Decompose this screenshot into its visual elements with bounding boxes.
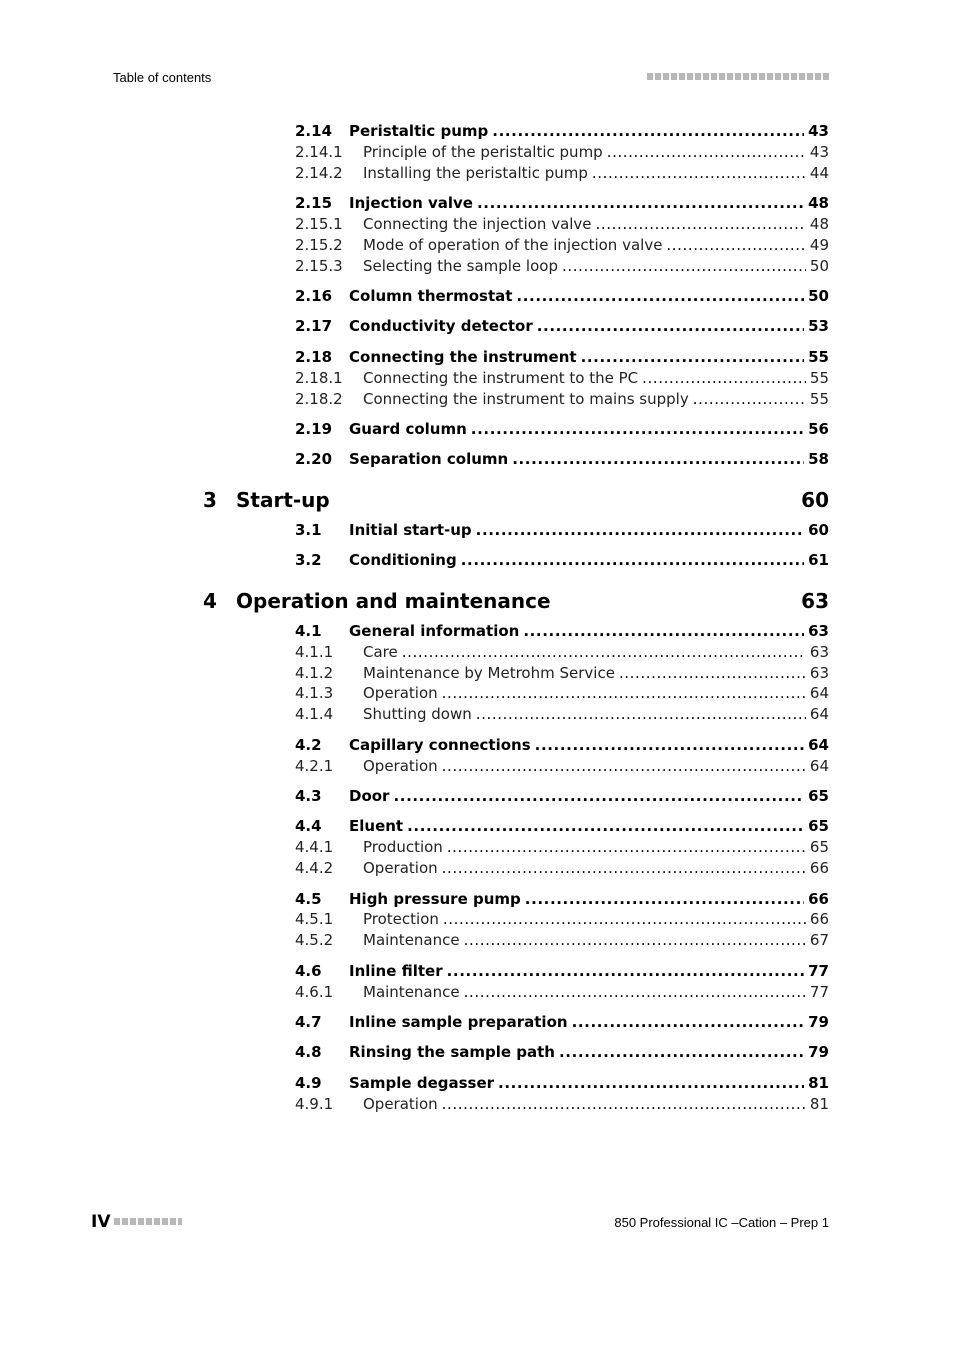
- entry-number: 2.16: [295, 287, 333, 305]
- document-title: 850 Professional IC –Cation – Prep 1: [614, 1215, 829, 1230]
- dot-leader: [407, 816, 804, 837]
- dot-leader: [471, 419, 804, 440]
- page-number: IV: [91, 1212, 111, 1232]
- entry-number: 2.15.2: [295, 236, 343, 254]
- toc-subsection[interactable]: [295, 214, 829, 235]
- dot-leader: [562, 256, 806, 277]
- entry-title: Care: [363, 643, 398, 661]
- dot-leader: [559, 1042, 804, 1063]
- entry-title: Mode of operation of the injection valve: [363, 236, 663, 254]
- entry-title: Door: [349, 787, 390, 805]
- entry-number: 4.8: [295, 1043, 322, 1061]
- entry-page: 66: [809, 859, 829, 877]
- entry-page: 65: [809, 838, 829, 856]
- dot-leader: [592, 163, 806, 184]
- entry-title: Connecting the injection valve: [363, 215, 592, 233]
- toc-subsection[interactable]: [295, 663, 829, 684]
- entry-number: 2.18.2: [295, 390, 343, 408]
- entry-number: 4.1.4: [295, 705, 334, 723]
- toc-chapter[interactable]: [203, 588, 829, 614]
- entry-title: Conductivity detector: [349, 317, 533, 335]
- entry-page: 61: [808, 551, 829, 569]
- chapter-number: 3: [203, 488, 217, 512]
- dot-leader: [464, 930, 806, 951]
- footer-decorative-bar: [114, 1218, 182, 1225]
- toc-section[interactable]: [295, 550, 829, 571]
- toc-section[interactable]: [295, 889, 829, 910]
- dot-leader: [666, 235, 805, 256]
- entry-title: Maintenance: [363, 983, 460, 1001]
- dot-leader: [535, 735, 804, 756]
- toc-section[interactable]: [295, 621, 829, 642]
- entry-title: Shutting down: [363, 705, 472, 723]
- toc-section[interactable]: [295, 961, 829, 982]
- entry-page: 43: [809, 143, 829, 161]
- entry-title: High pressure pump: [349, 890, 521, 908]
- toc-section[interactable]: [295, 1073, 829, 1094]
- entry-number: 2.14.1: [295, 143, 343, 161]
- entry-number: 4.4.2: [295, 859, 334, 877]
- dot-leader: [442, 683, 806, 704]
- entry-page: 64: [809, 705, 829, 723]
- entry-page: 50: [809, 257, 829, 275]
- dot-leader: [402, 642, 806, 663]
- entry-page: 55: [809, 390, 829, 408]
- entry-number: 4.5: [295, 890, 322, 908]
- dot-leader: [693, 389, 806, 410]
- entry-number: 4.1.2: [295, 664, 334, 682]
- entry-page: 60: [808, 521, 829, 539]
- toc-chapter[interactable]: [203, 487, 829, 513]
- toc-subsection[interactable]: [295, 683, 829, 704]
- entry-title: Inline sample preparation: [349, 1013, 568, 1031]
- entry-number: 4.1.3: [295, 684, 334, 702]
- header-decorative-bar: [647, 73, 829, 80]
- entry-page: 79: [808, 1013, 829, 1031]
- entry-page: 66: [809, 910, 829, 928]
- entry-number: 2.15.3: [295, 257, 343, 275]
- entry-number: 2.19: [295, 420, 333, 438]
- entry-page: 50: [808, 287, 829, 305]
- dot-leader: [442, 858, 806, 879]
- entry-page: 56: [808, 420, 829, 438]
- entry-title: Connecting the instrument: [349, 348, 577, 366]
- entry-title: Protection: [363, 910, 439, 928]
- dot-leader: [619, 663, 806, 684]
- toc-section[interactable]: [295, 419, 829, 440]
- dot-leader: [464, 982, 806, 1003]
- toc-subsection[interactable]: [295, 642, 829, 663]
- entry-number: 2.14.2: [295, 164, 343, 182]
- toc-subsection[interactable]: [295, 982, 829, 1003]
- entry-title: Maintenance by Metrohm Service: [363, 664, 615, 682]
- dot-leader: [581, 347, 805, 368]
- toc-section[interactable]: [295, 1012, 829, 1033]
- dot-leader: [443, 909, 806, 930]
- toc-section[interactable]: [295, 449, 829, 470]
- entry-title: Peristaltic pump: [349, 122, 489, 140]
- dot-leader: [447, 961, 805, 982]
- chapter-number: 4: [203, 589, 217, 613]
- entry-page: 81: [809, 1095, 829, 1113]
- dot-leader: [442, 1094, 806, 1115]
- entry-page: 63: [809, 643, 829, 661]
- chapter-page: 60: [801, 488, 829, 512]
- toc-subsection[interactable]: [295, 837, 829, 858]
- dot-leader: [523, 621, 804, 642]
- dot-leader: [393, 786, 804, 807]
- chapter-page: 63: [801, 589, 829, 613]
- entry-number: 4.7: [295, 1013, 322, 1031]
- dot-leader: [572, 1012, 805, 1033]
- dot-leader: [477, 193, 804, 214]
- toc-subsection[interactable]: [295, 1094, 829, 1115]
- toc-section[interactable]: [295, 121, 829, 142]
- dot-leader: [442, 756, 806, 777]
- entry-title: Column thermostat: [349, 287, 513, 305]
- entry-number: 2.18.1: [295, 369, 343, 387]
- entry-number: 2.17: [295, 317, 333, 335]
- entry-number: 4.5.1: [295, 910, 334, 928]
- dot-leader: [447, 837, 806, 858]
- entry-title: Eluent: [349, 817, 404, 835]
- entry-page: 66: [808, 890, 829, 908]
- entry-page: 58: [808, 450, 829, 468]
- entry-number: 4.1: [295, 622, 322, 640]
- toc-section[interactable]: [295, 193, 829, 214]
- entry-title: Connecting the instrument to the PC: [363, 369, 639, 387]
- entry-number: 4.9.1: [295, 1095, 334, 1113]
- dot-leader: [642, 368, 806, 389]
- entry-title: General information: [349, 622, 520, 640]
- entry-page: 79: [808, 1043, 829, 1061]
- entry-title: Operation: [363, 684, 438, 702]
- dot-leader: [607, 142, 806, 163]
- entry-title: Separation column: [349, 450, 509, 468]
- dot-leader: [476, 704, 806, 725]
- dot-leader: [516, 286, 804, 307]
- chapter-title: Start-up: [236, 488, 330, 512]
- entry-number: 4.2: [295, 736, 322, 754]
- entry-number: 4.4.1: [295, 838, 334, 856]
- dot-leader: [492, 121, 804, 142]
- dot-leader: [461, 550, 804, 571]
- toc-section[interactable]: [295, 1042, 829, 1063]
- running-header-title: Table of contents: [113, 70, 212, 85]
- entry-page: 63: [809, 664, 829, 682]
- toc-subsection[interactable]: [295, 909, 829, 930]
- entry-title: Maintenance: [363, 931, 460, 949]
- toc-section[interactable]: [295, 520, 829, 541]
- toc-section[interactable]: [295, 347, 829, 368]
- entry-page: 49: [809, 236, 829, 254]
- entry-title: Operation: [363, 757, 438, 775]
- entry-page: 55: [808, 348, 829, 366]
- entry-title: Capillary connections: [349, 736, 531, 754]
- entry-title: Principle of the peristaltic pump: [363, 143, 603, 161]
- entry-page: 55: [809, 369, 829, 387]
- toc-subsection[interactable]: [295, 142, 829, 163]
- toc-subsection[interactable]: [295, 389, 829, 410]
- entry-title: Installing the peristaltic pump: [363, 164, 588, 182]
- toc-subsection[interactable]: [295, 756, 829, 777]
- entry-page: 64: [809, 757, 829, 775]
- entry-page: 65: [808, 787, 829, 805]
- dot-leader: [498, 1073, 804, 1094]
- entry-number: 4.2.1: [295, 757, 334, 775]
- entry-number: 4.5.2: [295, 931, 334, 949]
- toc-section[interactable]: [295, 816, 829, 837]
- toc-subsection[interactable]: [295, 368, 829, 389]
- toc-subsection[interactable]: [295, 930, 829, 951]
- toc-section[interactable]: [295, 286, 829, 307]
- entry-page: 48: [808, 194, 829, 212]
- dot-leader: [512, 449, 804, 470]
- entry-number: 4.4: [295, 817, 322, 835]
- entry-page: 81: [808, 1074, 829, 1092]
- entry-page: 77: [808, 962, 829, 980]
- entry-number: 2.14: [295, 122, 333, 140]
- entry-page: 64: [809, 684, 829, 702]
- toc-subsection[interactable]: [295, 858, 829, 879]
- entry-page: 65: [808, 817, 829, 835]
- dot-leader: [537, 316, 804, 337]
- entry-title: Sample degasser: [349, 1074, 495, 1092]
- entry-number: 4.1.1: [295, 643, 334, 661]
- entry-title: Injection valve: [349, 194, 473, 212]
- entry-title: Rinsing the sample path: [349, 1043, 555, 1061]
- entry-number: 3.2: [295, 551, 322, 569]
- entry-title: Inline filter: [349, 962, 443, 980]
- entry-page: 48: [809, 215, 829, 233]
- entry-number: 4.9: [295, 1074, 322, 1092]
- entry-title: Selecting the sample loop: [363, 257, 558, 275]
- entry-number: 2.15: [295, 194, 333, 212]
- toc-subsection[interactable]: [295, 704, 829, 725]
- dot-leader: [476, 520, 804, 541]
- entry-title: Connecting the instrument to mains supply: [363, 390, 689, 408]
- entry-page: 77: [809, 983, 829, 1001]
- entry-number: 4.3: [295, 787, 322, 805]
- entry-number: 3.1: [295, 521, 322, 539]
- entry-number: 2.20: [295, 450, 333, 468]
- entry-title: Conditioning: [349, 551, 457, 569]
- toc-section[interactable]: [295, 316, 829, 337]
- entry-page: 43: [808, 122, 829, 140]
- toc-section[interactable]: [295, 735, 829, 756]
- entry-title: Production: [363, 838, 443, 856]
- entry-page: 44: [809, 164, 829, 182]
- entry-title: Guard column: [349, 420, 467, 438]
- entry-page: 53: [808, 317, 829, 335]
- entry-page: 63: [808, 622, 829, 640]
- dot-leader: [596, 214, 806, 235]
- dot-leader: [525, 889, 804, 910]
- entry-page: 64: [808, 736, 829, 754]
- entry-page: 67: [809, 931, 829, 949]
- entry-number: 4.6: [295, 962, 322, 980]
- entry-title: Initial start-up: [349, 521, 472, 539]
- entry-number: 2.15.1: [295, 215, 343, 233]
- entry-number: 2.18: [295, 348, 333, 366]
- entry-title: Operation: [363, 859, 438, 877]
- toc-subsection[interactable]: [295, 163, 829, 184]
- entry-title: Operation: [363, 1095, 438, 1113]
- toc-subsection[interactable]: [295, 256, 829, 277]
- chapter-title: Operation and maintenance: [236, 589, 551, 613]
- entry-number: 4.6.1: [295, 983, 334, 1001]
- toc-section[interactable]: [295, 786, 829, 807]
- toc-subsection[interactable]: [295, 235, 829, 256]
